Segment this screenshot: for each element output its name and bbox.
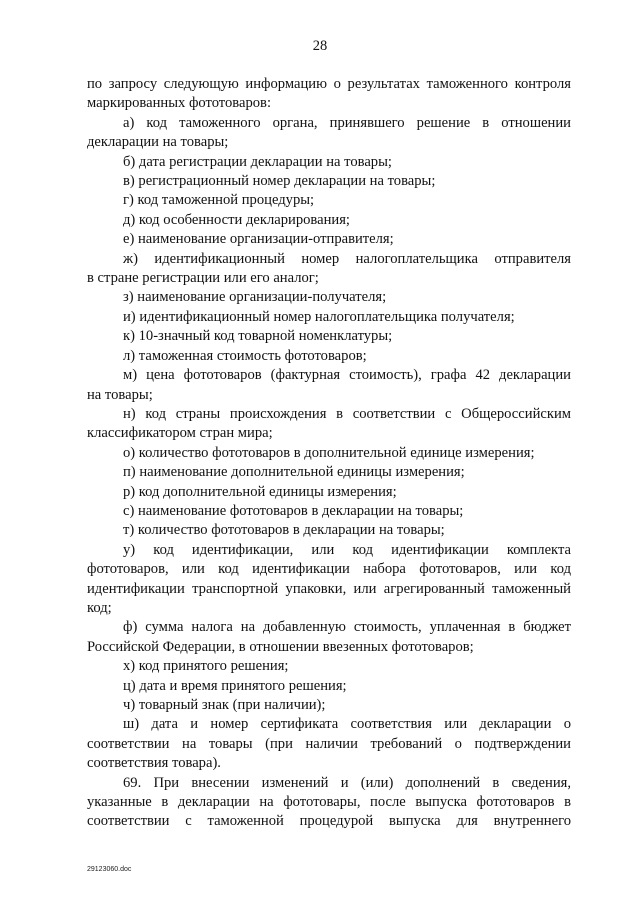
text-line: и) идентификационный номер налогоплательщика получателя; xyxy=(123,308,515,325)
text-line: в стране регистрации или его аналог; xyxy=(87,270,319,287)
text-line: ш) дата и номер сертификата соответствия или декларации о xyxy=(123,716,571,733)
text-line: на товары; xyxy=(87,386,153,403)
text-line: т) количество фототоваров в декларации на товары; xyxy=(123,522,445,539)
text-line: фототоваров, или код идентификации набора фототоваров, или код xyxy=(87,561,571,578)
text-line: ж) идентификационный номер налогоплательщика отправителя xyxy=(123,250,571,267)
text-line: о) количество фототоваров в дополнительной единице измерения; xyxy=(123,444,535,461)
text-line: код; xyxy=(87,599,112,616)
text-line: соответствии на товары (при наличии требований о подтверждении xyxy=(87,735,571,752)
text-line: х) код принятого решения; xyxy=(123,658,289,675)
text-line: маркированных фототоваров: xyxy=(87,95,271,112)
text-line: у) код идентификации, или код идентификации комплекта xyxy=(123,541,571,558)
text-line: к) 10-значный код товарной номенклатуры; xyxy=(123,328,393,345)
text-line: соответствии с таможенной процедурой выпуска для внутреннего xyxy=(87,813,571,830)
text-line: ч) товарный знак (при наличии); xyxy=(123,697,326,713)
page-number: 28 xyxy=(312,38,328,54)
text-line: л) таможенная стоимость фототоваров; xyxy=(123,347,367,364)
text-line: д) код особенности декларирования; xyxy=(123,211,350,228)
text-line: ц) дата и время принятого решения; xyxy=(123,677,347,694)
document-body xyxy=(87,75,571,832)
text-line: с) наименование фототоваров в декларации на товары; xyxy=(123,502,464,519)
text-line: ф) сумма налога на добавленную стоимость, уплаченная в бюджет xyxy=(123,619,571,636)
text-line: з) наименование организации-получателя; xyxy=(123,289,387,306)
text-line: п) наименование дополнительной единицы измерения; xyxy=(123,464,465,481)
text-line: е) наименование организации-отправителя; xyxy=(123,231,394,248)
text-line: г) код таможенной процедуры; xyxy=(123,192,315,209)
document-footer-filename: 29123060.doc xyxy=(87,866,132,873)
text-line: н) код страны происхождения в соответствии с Общероссийским xyxy=(123,405,571,422)
text-line: классификатором стран мира; xyxy=(87,425,273,442)
text-line: Российской Федерации, в отношении ввезенных фототоваров; xyxy=(87,638,474,655)
text-line: декларации на товары; xyxy=(87,134,229,151)
text-line: в) регистрационный номер декларации на товары; xyxy=(123,173,436,190)
text-line: по запросу следующую информацию о результатах таможенного контроля xyxy=(87,76,571,92)
text-line: м) цена фототоваров (фактурная стоимость), графа 42 декларации xyxy=(123,367,571,384)
text-line: соответствия товара). xyxy=(87,755,221,772)
text-line: а) код таможенного органа, принявшего решение в отношении xyxy=(123,114,571,131)
text-line: р) код дополнительной единицы измерения; xyxy=(123,483,397,500)
text-line: идентификации транспортной упаковки, или агрегированный таможенный xyxy=(87,580,571,597)
text-line: указанные в декларации на фототовары, после выпуска фототоваров в xyxy=(87,794,571,811)
text-line: б) дата регистрации декларации на товары; xyxy=(123,153,392,170)
text-line: 69. При внесении изменений и (или) дополнений в сведения, xyxy=(123,774,571,791)
